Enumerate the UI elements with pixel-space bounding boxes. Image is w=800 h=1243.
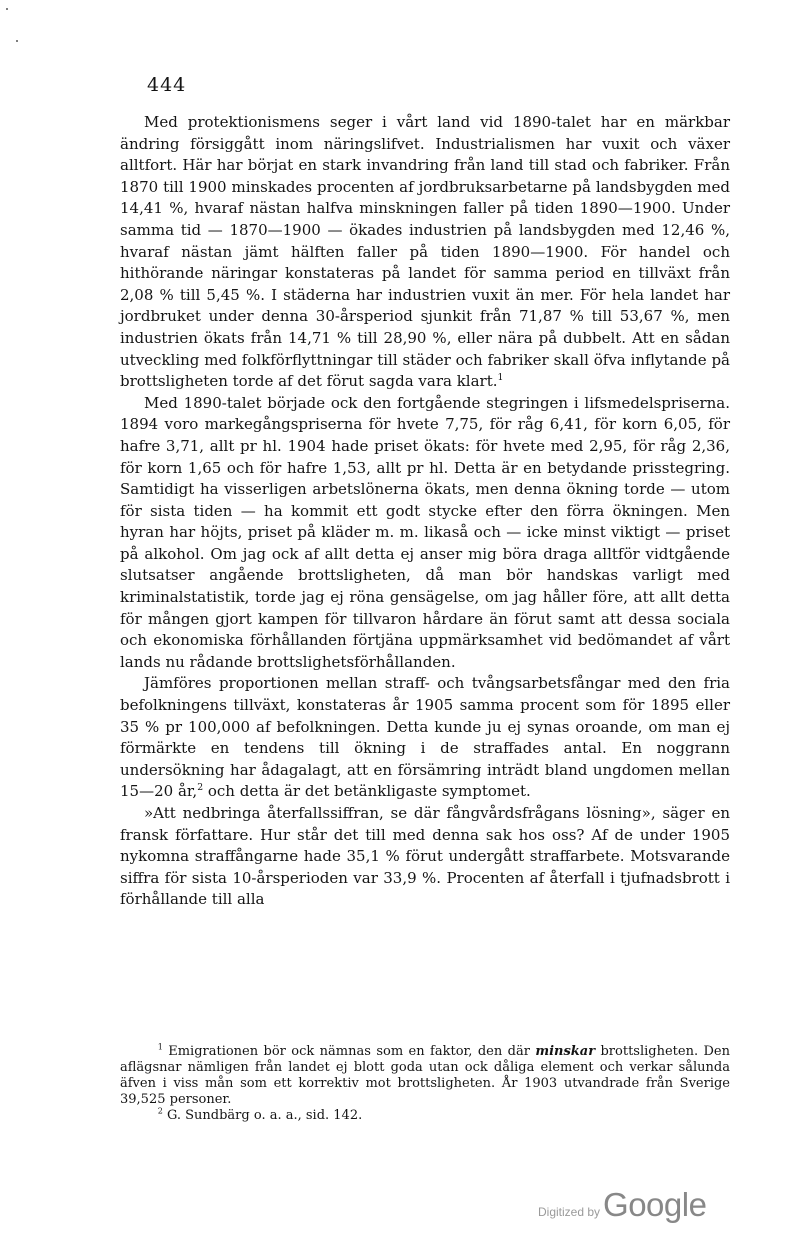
scan-mark [16, 40, 18, 42]
google-watermark [538, 1186, 706, 1224]
paragraph-text: Med protektionismens seger i vårt land vid 1890-talet har en märkbar ändring försiggått inom näringslifvet. Industrialismen har vuxit och växer alltfort. Här har börjat en stark invandring från land till stad och fabriker. Från 1870 till 1900 minskades procenten af jordbruksarbetarne på landsbygden med 14,41 %, hvaraf nästan halfva minskningen faller på tiden 1890—1900. Under samma tid — 1870—1900 — ökades industrien på landsbygden med 12,46 %, hvaraf nästan jämt hälften faller på tiden 1890—1900. För handel och hithörande näringar konstateras på landet för samma period en tillväxt från 2,08 % till 5,45 %. I städerna har industrien vuxit än mer. För hela landet har jordbruket under denna 30-årsperiod sjunkit från 71,87 % till 53,67 %, men industrien ökats från 14,71 % till 28,90 %, eller nära på dubbelt. Att en sådan utveckling med folkförflyttningar till städer och fabriker skall öfva inflytande på brottsligheten torde af det förut sagda vara klart. [120, 113, 730, 391]
footnote-text: brottsligheten. Den aflägsnar nämligen från landet ej blott goda utan ock dåliga element och verkar sålunda äfven i viss mån som ett korrektiv mot brottsligheten. År 1903 utvandrade från Sverige 39,525 personer. [120, 1044, 730, 1107]
footnote-1 [120, 1044, 730, 1108]
paragraph-text: Jämföres proportionen mellan straff- och tvångsarbetsfångar med den fria befolkningens tillväxt, konstateras år 1905 samma procent som för 1895 eller 35 % pr 100,000 af befolkningen. Detta kunde ju ej synas oroande, om man ej förmärkte en tendens till ökning i de straffades antal. En noggrann undersökning har ådagalagt, att en försämring inträdt bland ungdomen mellan 15—20 år, [120, 674, 730, 801]
google-logo: Google [603, 1186, 707, 1223]
footnote-text: G. Sundbärg o. a. a., sid. 142. [162, 1108, 363, 1123]
footnote-emphasis: minskar [535, 1044, 596, 1059]
paragraph-food-prices [120, 393, 730, 674]
paragraph-text: Med 1890-talet började ock den fortgående stegringen i lifsmedelspriserna. 1894 voro markegångspriserna för hvete 7,75, för råg 6,41, för korn 6,05, för hafre 3,71, allt pr hl. 1904 hade priset ökats: för hvete med 2,95, för råg 2,36, för korn 1,65 och för hafre 1,53, allt pr hl. Detta är en betydande prisstegring. Samtidigt ha visserligen arbetslönerna ökats, men denna ökning torde — utom för sista tiden — ha kommit ett godt stycke efter den förra ökningen. Men hyran har höjts, priset på kläder m. m. likaså och — icke minst viktigt — priset på alkohol. Om jag ock af allt detta ej anser mig böra draga alltför vidtgående slutsatser angående brottsligheten, då man bör handskas varligt med kriminalstatistik, torde jag ej röna gensägelse, om jag håller före, att allt detta för mången gjort kampen för tillvaron hårdare än förut samt att dessa sociala och ekonomiska förhållanden förtjäna uppmärksamhet vid bedömandet af vårt lands nu rådande brottslighetsförhållanden. [120, 393, 730, 671]
paragraph-recidivism [120, 803, 730, 911]
footnote-marker: 1 [157, 1042, 163, 1052]
page-number: 444 [147, 74, 187, 96]
footnotes [120, 1044, 730, 1124]
paragraph-text-tail: och detta är det betänkligaste symptomet. [203, 782, 531, 801]
scan-mark [6, 8, 8, 10]
footnote-2 [120, 1108, 730, 1124]
body-text [120, 112, 730, 911]
paragraph-prisoner-proportion [120, 673, 730, 803]
paragraph-protectionism [120, 112, 730, 393]
footnote-marker: 2 [157, 1106, 163, 1116]
footnote-ref: 1 [497, 372, 504, 384]
paragraph-text: »Att nedbringa återfallssiffran, se där fångvårdsfrågans lösning», säger en fransk författare. Hur står det till med denna sak hos oss? Af de under 1905 nykomna straffångarne hade 35,1 % förut undergått straffarbete. Motsvarande siffra för sista 10-årsperioden var 33,9 %. Procenten af återfall i tjufnadsbrott i förhållande till alla [120, 804, 730, 909]
watermark-prefix: Digitized by [538, 1205, 601, 1219]
footnote-text: Emigrationen bör ock nämnas som en faktor, den där [162, 1044, 536, 1059]
footnote-ref: 2 [197, 782, 204, 794]
